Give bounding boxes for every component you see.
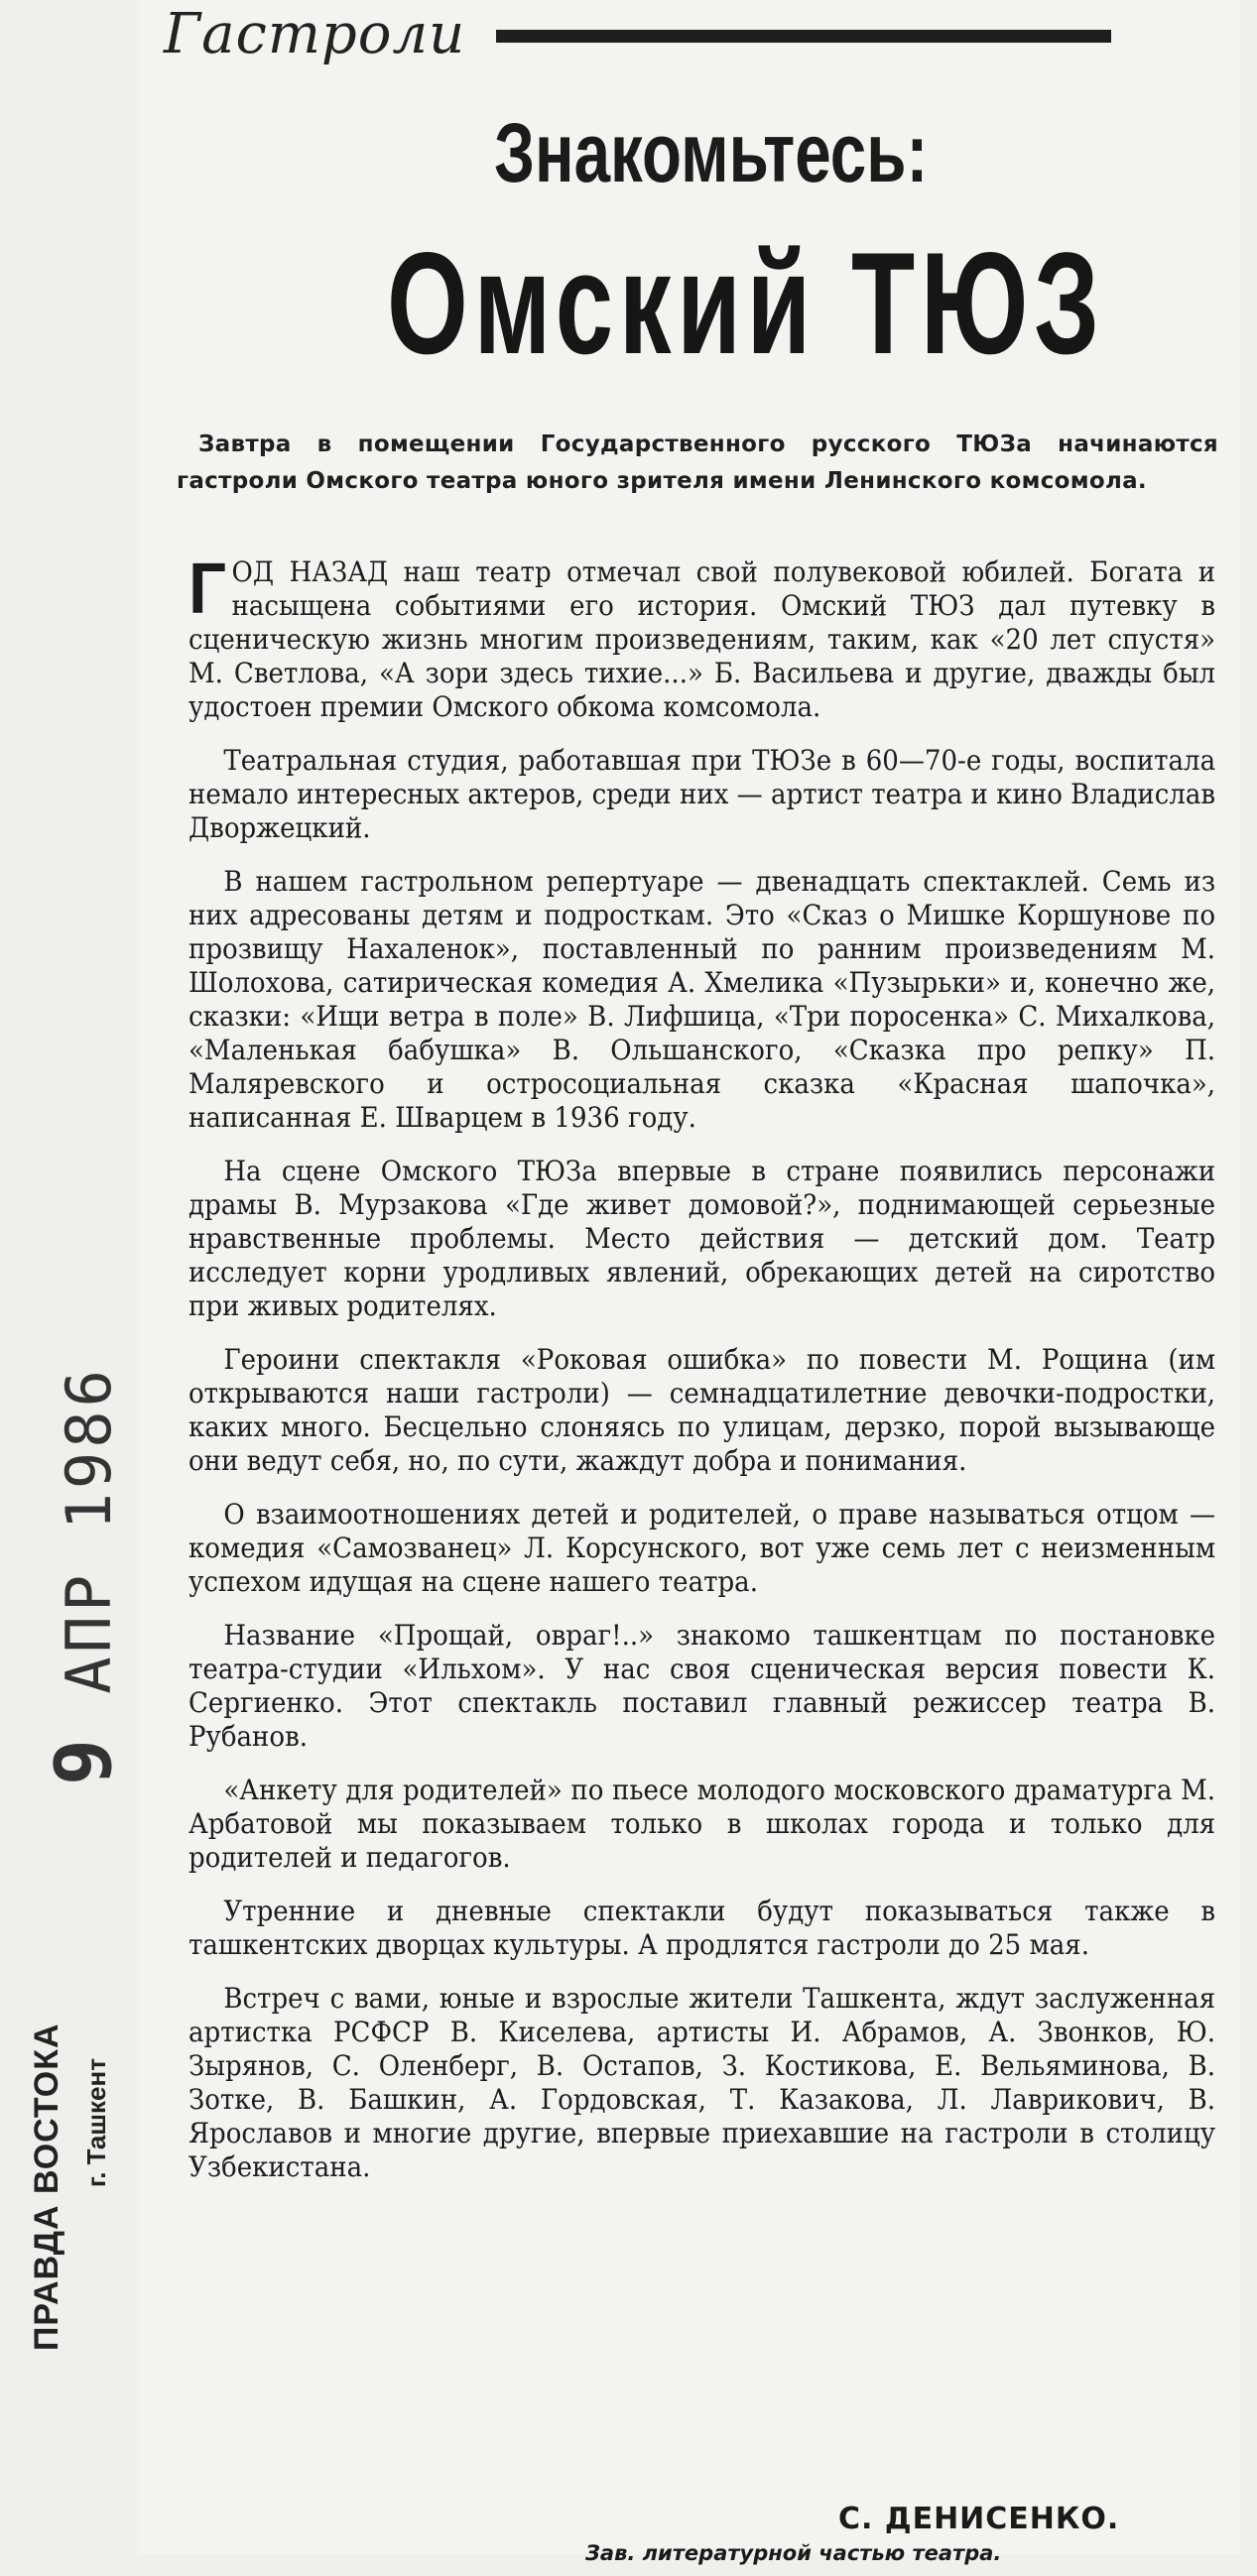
author-title: Зав. литературной частью театра.: [585, 2541, 1002, 2565]
rubric: Гастроли: [164, 2, 466, 66]
paragraph-7: Название «Прощай, овраг!..» знакомо ташкентцам по постановке театра-студии «Ильхом». У нас своя сценическая версия повести К. Сергиенко. Этот спектакль поставил главный режиссер театра В. Рубанов.: [189, 1619, 1216, 1753]
newspaper-stamp: ПРАВДА ВОСТОКА: [28, 2023, 65, 2351]
date-stamp: [40, 1366, 129, 1785]
article-body: [189, 550, 1216, 2204]
paragraph-3: В нашем гастрольном репертуаре — двенадцать спектаклей. Семь из них адресованы детям и подросткам. Это «Сказ о Мишке Коршунове по прозвищу Нахаленок», поставленный по ранним произведениям М. Шолохова, сатирическая комедия А. Хмелика «Пузырьки» и, конечно же, сказки: «Ищи ветра в поле» В. Лифшица, «Три поросенка» С. Михалкова, «Маленькая бабушка» В. Ольшанского, «Сказка про репку» П. Маляревского и остросоциальная сказка «Красная шапочка», написанная Е. Шварцем в 1936 году.: [189, 865, 1216, 1134]
paragraph-4: На сцене Омского ТЮЗа впервые в стране появились персонажи драмы В. Мурзакова «Где живет домовой?», поднимающей серьезные нравственные проблемы. Место действия — детский дом. Театр исследует корни уродливых явлений, обрекающих детей на сиротство при живых родителях.: [189, 1155, 1216, 1322]
paragraph-6: О взаимоотношениях детей и родителей, о праве называться отцом — комедия «Самозванец» Л. Корсунского, вот уже семь лет с неизменным успехом идущая на сцене нашего театра.: [189, 1498, 1216, 1598]
date-stamp-month-year: АПР 1986: [53, 1366, 125, 1694]
paragraph-9: Утренние и дневные спектакли будут показываться также в ташкентских дворцах культуры. А продлятся гастроли до 25 мая.: [189, 1895, 1216, 1961]
kicker: Знакомьтесь:: [494, 106, 929, 199]
headline: Омский ТЮЗ: [387, 222, 1105, 384]
paragraph-5: Героини спектакля «Роковая ошибка» по повести М. Рощина (им открываются наши гастроли) — семнадцатилетние девочки-подростки, каких много. Бесцельно слоняясь по улицам, дерзко, порой вызывающе они ведут себя, но, по сути, жаждут добра и понимания.: [189, 1343, 1216, 1477]
paragraph-10: Встреч с вами, юные и взрослые жители Ташкента, ждут заслуженная артистка РСФСР В. Киселева, артисты И. Абрамов, А. Звонков, Ю. Зырянов, С. Оленберг, В. Остапов, З. Костикова, Е. Вельяминова, В. Зотке, В. Башкин, А. Гордовская, Т. Казакова, Л. Лаврикович, В. Ярославов и многие другие, впервые приехавшие на гастроли в столицу Узбекистана.: [189, 1982, 1216, 2183]
paragraph-2: Театральная студия, работавшая при ТЮЗе в 60—70-е годы, воспитала немало интересных актеров, среди них — артист театра и кино Владислав Дворжецкий.: [189, 744, 1216, 844]
paragraph-1: [189, 550, 1216, 724]
lead-paragraph: Завтра в помещении Государственного русского ТЮЗа начинаются гастроли Омского театра юного зрителя имени Ленинского комсомола.: [177, 431, 1218, 494]
city-stamp: г. Ташкент: [81, 2058, 111, 2187]
drop-cap: Г: [189, 550, 226, 629]
paragraph-1-text: ОД НАЗАД наш театр отмечал свой полувековой юбилей. Богата и насыщена событиями его история. Омский ТЮЗ дал путевку в сценическую жизнь многим произведениям, таким, как «20 лет спустя» М. Светлова, «А зори здесь тихие...» Б. Васильева и другие, дважды был удостоен премии Омского обкома комсомола.: [189, 555, 1216, 723]
paragraph-8: «Анкету для родителей» по пьесе молодого московского драматурга М. Арбатовой мы показываем только в школах города и только для родителей и педагогов.: [189, 1774, 1216, 1874]
author-name: С. ДЕНИСЕНКО.: [838, 2502, 1120, 2536]
date-stamp-day: 9: [40, 1735, 129, 1785]
rubric-rule: [496, 30, 1111, 43]
